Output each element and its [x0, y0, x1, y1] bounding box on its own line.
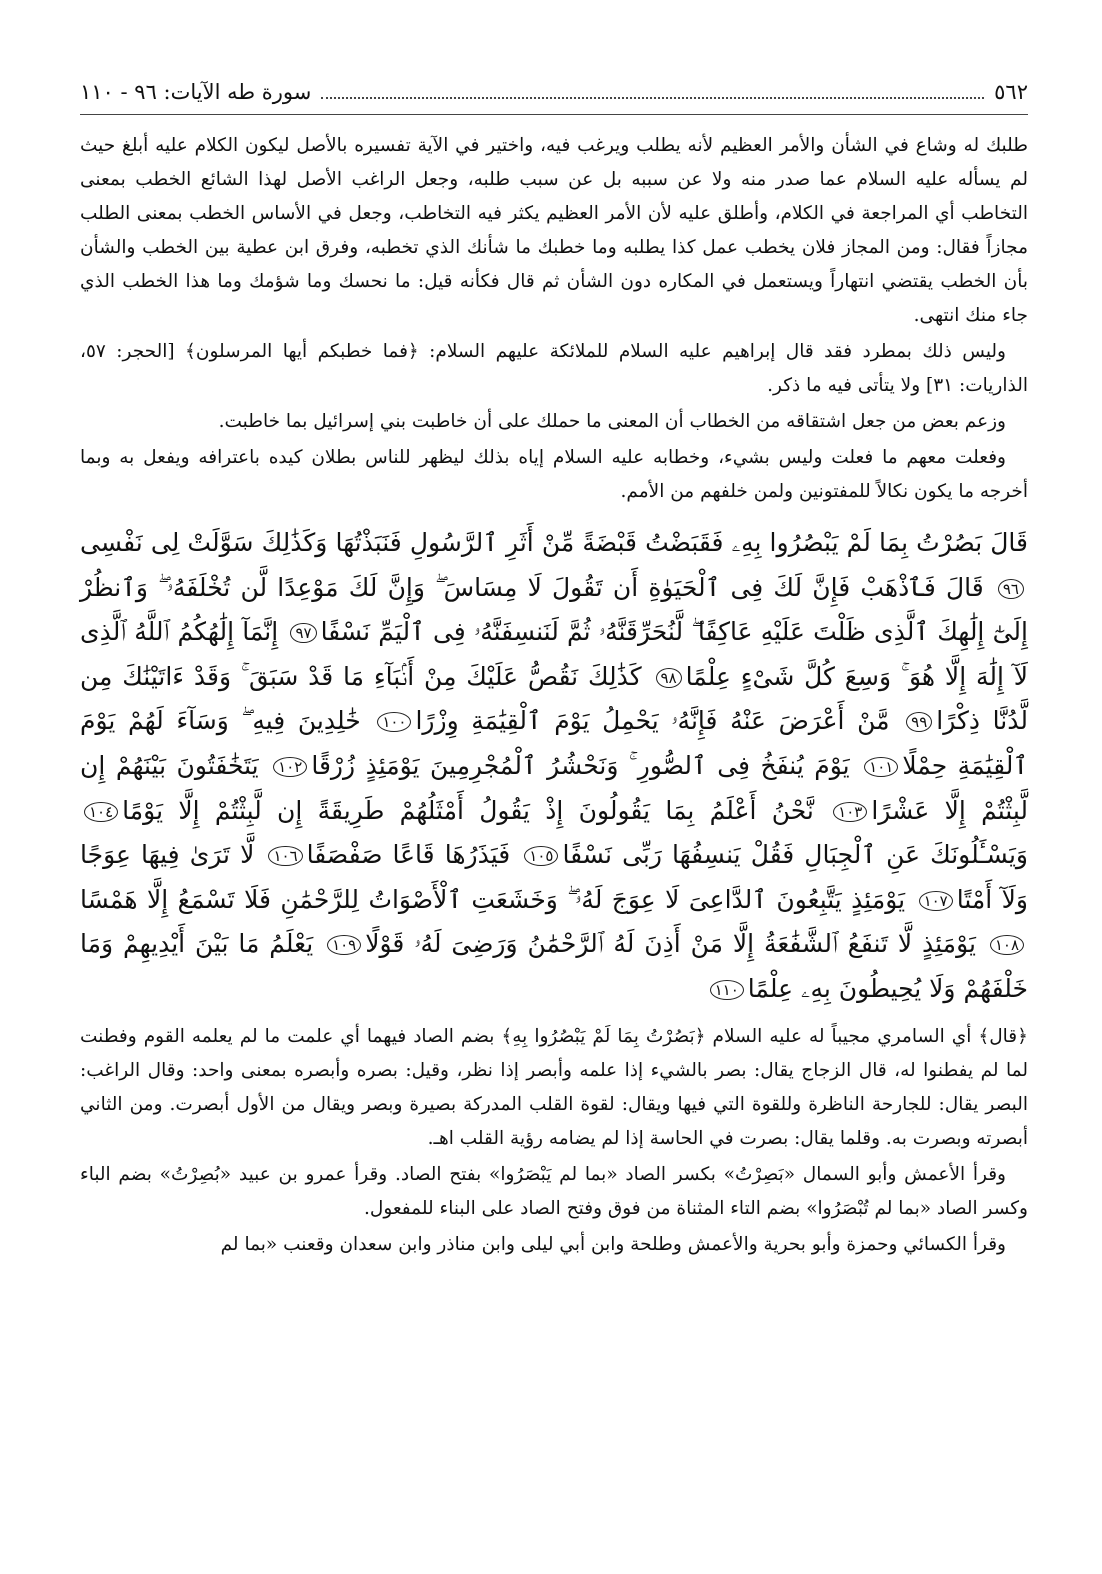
paragraph: وفعلت معهم ما فعلت وليس بشيء، وخطابه عليه السلام إياه بذلك ليظهر للناس بطلان كيده باعترافه ويفعل به وبما أخرجه ما يكون نكالاً للمفتونين ولمن خلفهم من الأمم. — [80, 447, 1028, 502]
ayah-text: إِنَّمَآ إِلَٰهُكُمُ ٱللَّهُ ٱلَّذِى لَآ إِلَٰهَ إِلَّا هُوَ ۚ وَسِعَ كُلَّ شَىْءٍ عِلْمًا — [80, 617, 1029, 691]
ayah-number-marker: ٩٧ — [290, 623, 316, 643]
ayah-number-marker: ١٠٨ — [990, 935, 1024, 955]
ayah-number-marker: ١٠٧ — [919, 891, 953, 911]
ayah-text: لَّا تَرَىٰ فِيهَا عِوَجًا وَلَآ أَمْتًا — [80, 840, 1028, 914]
paragraph: ﴿قال﴾ أي السامري مجيباً له عليه السلام ﴿بَصُرْتُ بِمَا لَمْ يَبْصُرُوا بِهِ﴾ بضم الصاد فيهما أي علمت ما لم يعلمه القوم وفطنت لما لم يفطنوا له، قال الزجاج يقال: بصر بالشيء إذا علمه وأبصر إذا نظر، وقيل: بصره وأبصره بمعنى واحد: وقال الراغب: البصر يقال: للجارحة الناظرة وللقوة التي فيها ويقال: لقوة القلب المدركة بصيرة وبصر ويقال من الأول أبصرت. ومن الثاني أبصرته وبصرت به. وقلما يقال: بصرت في الحاسة إذا لم يضامه رؤية القلب اهـ. — [80, 1025, 1028, 1149]
ayah-text: يَتَخَٰفَتُونَ بَيْنَهُمْ إِن لَّبِثْتُمْ إِلَّا عَشْرًا — [80, 750, 1028, 825]
ayah-text: وَيَسْـَٔلُونَكَ عَنِ ٱلْجِبَالِ فَقُلْ يَنسِفُهَا رَبِّى نَسْفًا — [562, 840, 1029, 870]
ayah-text: نَّحْنُ أَعْلَمُ بِمَا يَقُولُونَ إِذْ يَقُولُ أَمْثَلُهُمْ طَرِيقَةً إِن لَّبِثْتُمْ إِلَّا يَوْمًا — [122, 795, 814, 825]
paragraph: طلبك له وشاع في الشأن والأمر العظيم لأنه يطلب ويرغب فيه، واختير في الآية تفسيره بالأصل ليكون الكلام عليه أبلغ حيث لم يسأله عليه السلام عما صدر منه ولا عن سببه بل عن سبب طلبه، وجعل الراغب الأصل لهذا الشائع الخطب بمعنى التخاطب أي المراجعة في الكلام، وأطلق عليه لأن الأمر العظيم يكثر فيه التخاطب، وجعل في الأساس الخطب بمعنى الطلب مجازاً فقال: ومن المجاز فلان يخطب عمل كذا يطلبه وما خطبك ما شأنك الذي تخطبه، وفرق ابن عطية بين الخطب والشأن بأن الخطب يقتضي انتهاراً ويستعمل في المكاره دون الشأن ثم قال فكأنه قيل: ما نحسك وما شؤمك وما هذا الخطب الذي جاء منك انتهى. — [80, 135, 1028, 326]
ayah-number-marker: ١٠٥ — [524, 846, 558, 866]
ayah-number-marker: ١٠٣ — [833, 802, 867, 822]
ayah-number-marker: ٩٩ — [906, 712, 932, 732]
page-number: ٥٦٢ — [994, 80, 1028, 104]
ayah-number-marker: ١١٠ — [710, 980, 744, 1000]
ayah-text: قَالَ فَٱذْهَبْ فَإِنَّ لَكَ فِى ٱلْحَيَوٰةِ أَن تَقُولَ لَا مِسَاسَ ۖ وَإِنَّ لَكَ مَوْعِدًا لَّن تُخْلَفَهُۥ ۖ وَٱنظُرْ إِلَىٰٓ إِلَٰهِكَ ٱلَّذِى ظَلْتَ عَلَيْهِ عَاكِفًا ۖ لَّنُحَرِّقَنَّهُۥ ثُمَّ لَنَنسِفَنَّهُۥ فِى ٱلْيَمِّ نَسْفًا — [80, 572, 1028, 647]
ayah-number-marker: ١٠٩ — [327, 935, 361, 955]
ayah-text: مَّنْ أَعْرَضَ عَنْهُ فَإِنَّهُۥ يَحْمِلُ يَوْمَ ٱلْقِيَٰمَةِ وِزْرًا — [415, 706, 890, 736]
paragraph: وقرأ الأعمش وأبو السمال «بَصِرْتُ» بكسر الصاد «بما لم يَبْصَرُوا» بفتح الصاد. وقرأ عمرو بن عبيد «بُصِرْتُ» بضم الباء وكسر الصاد «بما لم تُبْصَرُوا» بضم التاء المثناة من فوق وفتح الصاد على البناء للمفعول. — [80, 1163, 1028, 1219]
ayah-text: يَعْلَمُ مَا بَيْنَ أَيْدِيهِمْ وَمَا خَلْفَهُمْ وَلَا يُحِيطُونَ بِهِۦ عِلْمًا — [80, 929, 1028, 1003]
ayah-text: خَٰلِدِينَ فِيهِ ۖ وَسَآءَ لَهُمْ يَوْمَ ٱلْقِيَٰمَةِ حِمْلًا — [80, 706, 1028, 780]
commentary-bottom — [80, 1020, 1028, 1262]
quran-verses — [80, 521, 1028, 1012]
ayah-number-marker: ٩٨ — [656, 668, 682, 688]
ayah-number-marker: ١٠٢ — [273, 757, 307, 777]
ayah-number-marker: ١٠٦ — [268, 846, 302, 866]
commentary-top — [80, 129, 1028, 509]
ayah-text: فَيَذَرُهَا قَاعًا صَفْصَفًا — [306, 840, 511, 870]
ayah-number-marker: ١٠٠ — [377, 712, 411, 732]
ayah-text: يَوْمَئِذٍ لَّا تَنفَعُ ٱلشَّفَٰعَةُ إِلَّا مَنْ أَذِنَ لَهُ ٱلرَّحْمَٰنُ وَرَضِىَ لَهُۥ قَوْلًا — [365, 929, 976, 959]
ayah-number-marker: ١٠٤ — [84, 802, 118, 822]
ayah-text: كَذَٰلِكَ نَقُصُّ عَلَيْكَ مِنْ أَنۢبَآءِ مَا قَدْ سَبَقَ ۚ وَقَدْ ءَاتَيْنَٰكَ مِن لَّدُنَّا ذِكْرًا — [80, 661, 1028, 736]
paragraph: وليس ذلك بمطرد فقد قال إبراهيم عليه السلام للملائكة عليهم السلام: ﴿فما خطبكم أيها المرسلون﴾ [الحجر: ٥٧، الذاريات: ٣١] ولا يتأتى فيه ما ذكر. — [80, 341, 1028, 396]
surah-title: سورة طه الآيات: ٩٦ - ١١٠ — [80, 80, 312, 104]
ayah-text: يَوْمَئِذٍ يَتَّبِعُونَ ٱلدَّاعِىَ لَا عِوَجَ لَهُۥ ۖ وَخَشَعَتِ ٱلْأَصْوَاتُ لِلرَّحْمَٰنِ فَلَا تَسْمَعُ إِلَّا هَمْسًا — [80, 884, 906, 914]
paragraph: وزعم بعض من جعل اشتقاقه من الخطاب أن المعنى ما حملك على أن خاطبت بني إسرائيل بما خاطبت. — [218, 411, 1006, 432]
header-dot-leader — [321, 97, 984, 99]
ayah-number-marker: ٩٦ — [998, 579, 1024, 599]
book-page — [80, 80, 1028, 1262]
ayah-text: قَالَ بَصُرْتُ بِمَا لَمْ يَبْصُرُوا بِهِۦ فَقَبَضْتُ قَبْضَةً مِّنْ أَثَرِ ٱلرَّسُولِ فَنَبَذْتُهَا وَكَذَٰلِكَ سَوَّلَتْ لِى نَفْسِى — [80, 528, 1028, 557]
ayah-number-marker: ١٠١ — [864, 757, 898, 777]
paragraph: وقرأ الكسائي وحمزة وأبو بحرية والأعمش وطلحة وابن أبي ليلى وابن مناذر وابن سعدان وقعنب «بما لم — [220, 1233, 1006, 1255]
ayah-text: يَوْمَ يُنفَخُ فِى ٱلصُّورِ ۚ وَنَحْشُرُ ٱلْمُجْرِمِينَ يَوْمَئِذٍ زُرْقًا — [311, 750, 850, 780]
running-header — [80, 80, 1028, 115]
